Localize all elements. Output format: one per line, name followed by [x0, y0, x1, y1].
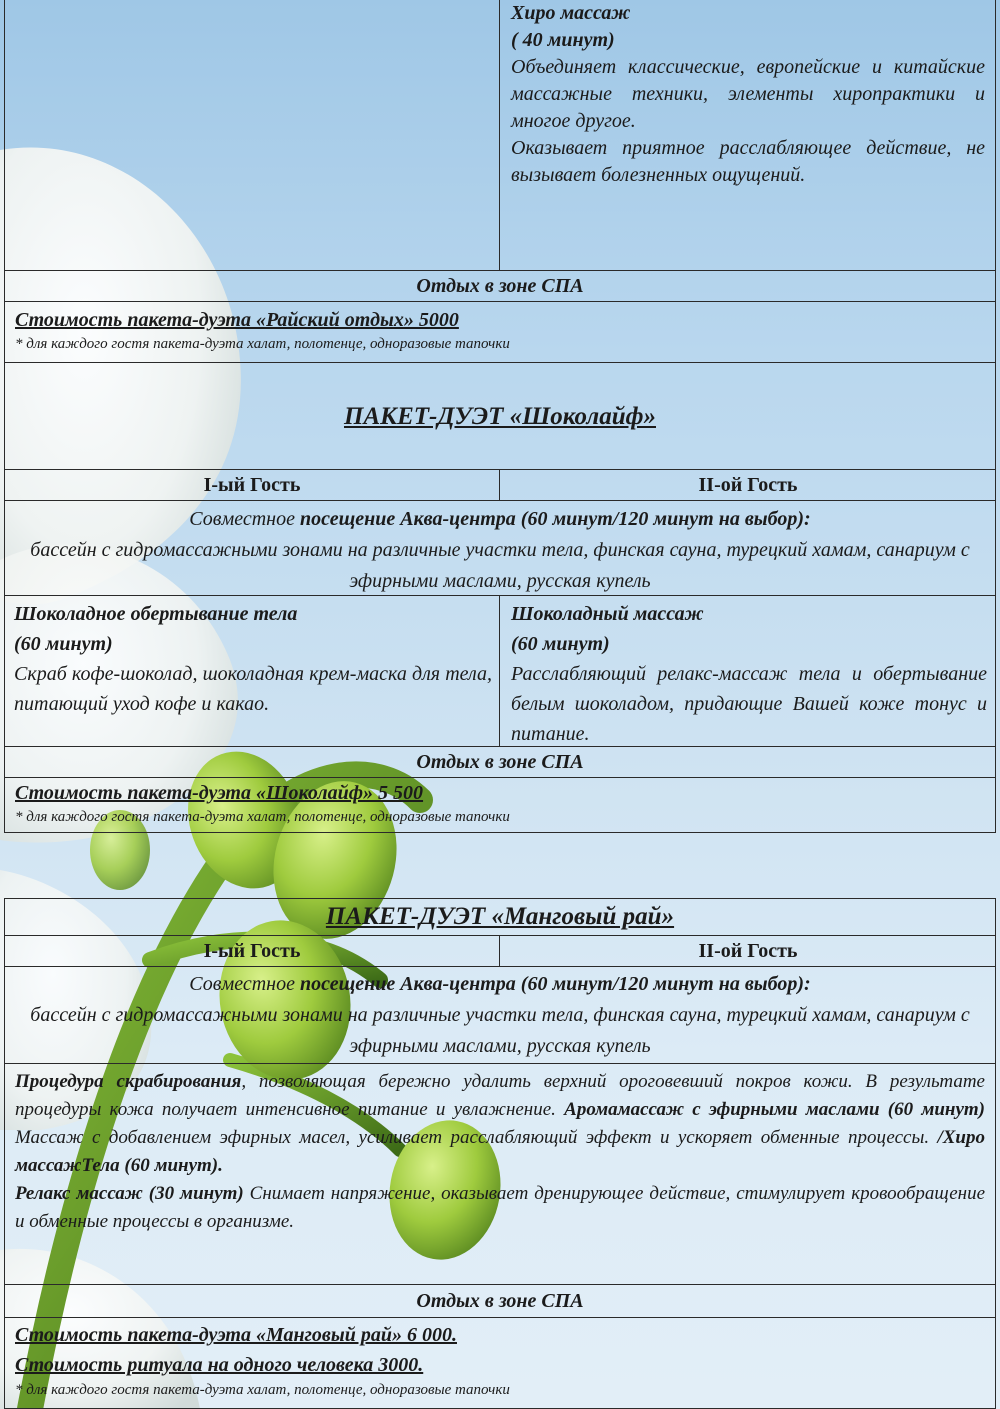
package-note: * для каждого гостя пакета-дуэта халат, полотенце, одноразовые тапочки: [15, 809, 510, 825]
spa-rest-row-1: [4, 270, 996, 302]
hiro-effect: Оказывает приятное расслабляющее действие, не вызывает болезненных ощущений.: [511, 137, 985, 186]
procedure-duration: (60 минут): [511, 633, 610, 655]
aroma-massage-title: Аромамассаж с эфирными маслами (60 минут): [564, 1099, 985, 1120]
guest-header-row: [4, 469, 996, 501]
relax-massage-title: Релакс массаж (30 минут): [15, 1183, 244, 1204]
column-divider: [499, 0, 500, 271]
aroma-massage-text: Массаж с добавлением эфирных масел, усиливает расслабляющий эффект и ускоряет обменные процессы.: [15, 1127, 938, 1148]
aqua-center-line: [25, 969, 975, 1000]
procedure-description: Скраб кофе-шоколад, шоколадная крем-маска для тела, питающий уход кофе и какао.: [14, 663, 492, 715]
aqua-prefix: Совместное: [189, 508, 300, 530]
guest1-header: I-ый Гость: [203, 940, 301, 962]
package-note: * для каждого гостя пакета-дуэта халат, полотенце, одноразовые тапочки: [15, 1382, 510, 1398]
hiro-cell: [511, 0, 985, 189]
package-title: ПАКЕТ-ДУЭТ «Шоколайф»: [344, 403, 656, 430]
aqua-visit: посещение Аква-центра (60 минут/120 минут на выбор):: [299, 508, 811, 530]
aqua-prefix: Совместное: [189, 973, 300, 995]
hiro-table-row: [4, 0, 996, 271]
spa-rest-row-3: [4, 1284, 996, 1318]
hiro-body-title: /Хиро массажТела (60 минут).: [15, 1127, 985, 1176]
price-row-2: [4, 777, 996, 833]
guest2-header: II-ой Гость: [698, 940, 798, 962]
package-price: Стоимость пакета-дуэта «Райский отдых» 5000: [15, 309, 459, 331]
hiro-duration: ( 40 минут): [511, 29, 615, 51]
ritual-price: Стоимость ритуала на одного человека 3000.: [15, 1354, 424, 1376]
procedures-row: [4, 595, 996, 747]
scrub-title: Процедура скрабирования: [15, 1071, 242, 1092]
package-note: * для каждого гостя пакета-дуэта халат, полотенце, одноразовые тапочки: [15, 336, 510, 352]
spa-rest-label: Отдых в зоне СПА: [416, 275, 584, 297]
package-chocolife-header: [4, 362, 996, 470]
aqua-visit: посещение Аква-центра (60 минут/120 минут на выбор):: [299, 973, 811, 995]
package-price: Стоимость пакета-дуэта «Манговый рай» 6 000.: [15, 1324, 457, 1346]
relax-massage-desc: Снимает напряжение, оказывает дренирующее действие, стимулирует кровообращение и обменные процессы в организме.: [15, 1183, 986, 1232]
package-title: ПАКЕТ-ДУЭТ «Манговый рай»: [325, 903, 675, 930]
aqua-center-line: [25, 504, 975, 535]
spa-rest-label: Отдых в зоне СПА: [416, 751, 584, 773]
price-row-3: [4, 1317, 996, 1409]
aqua-description: бассейн с гидромассажными зонами на различные участки тела, финская сауна, турецкий хамам, санариум с эфирными маслами, русская купель: [30, 1004, 970, 1057]
scrub-text: , позволяющая бережно удалить верхний ороговевший покров кожи. В результате процедуры кожа получает интенсивное питание и увлажнение.: [15, 1071, 985, 1120]
relax-massage-text: [15, 1180, 985, 1236]
chocolate-wrap-cell: [14, 599, 492, 719]
price-row-1: [4, 301, 996, 363]
procedure-title: Шоколадный массаж: [511, 603, 704, 625]
package-mango-header: [4, 898, 996, 936]
guest-header-row: [4, 935, 996, 967]
procedure-title: Шоколадное обертывание тела: [14, 603, 298, 625]
mango-procedures-text: [15, 1068, 985, 1180]
aqua-center-row: [4, 966, 996, 1064]
hiro-description: Объединяет классические, европейские и китайские массажные техники, элементы хиропрактики и многое другое.: [511, 56, 985, 132]
procedure-duration: (60 минут): [14, 633, 113, 655]
package-price: Стоимость пакета-дуэта «Шоколайф» 5 500: [15, 782, 424, 804]
hiro-title: Хиро массаж: [511, 2, 631, 24]
procedure-description: Расслабляющий релакс-массаж тела и обертывание белым шоколадом, придающие Вашей коже тонус и питание.: [511, 663, 987, 745]
column-divider: [499, 596, 500, 746]
guest1-header: I-ый Гость: [203, 474, 301, 496]
spa-rest-label: Отдых в зоне СПА: [416, 1290, 584, 1312]
aqua-center-row: [4, 500, 996, 596]
aqua-description: бассейн с гидромассажными зонами на различные участки тела, финская сауна, турецкий хамам, санариум с эфирными маслами, русская купель: [30, 539, 970, 592]
guest2-header: II-ой Гость: [698, 474, 798, 496]
spa-rest-row-2: [4, 746, 996, 778]
chocolate-massage-cell: [511, 599, 987, 749]
mango-procedures-row: [4, 1063, 996, 1285]
